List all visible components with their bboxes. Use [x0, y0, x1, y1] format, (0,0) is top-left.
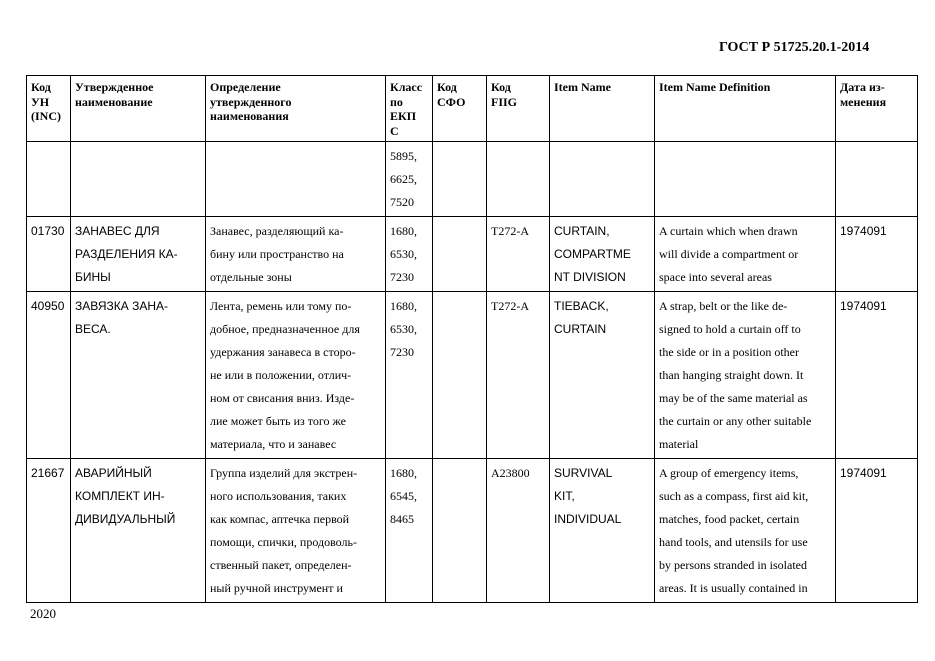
cell-text-line: материала, что и занавес — [210, 437, 337, 451]
column-header-sfo — [433, 76, 487, 142]
header-text-line: утвержденного — [210, 94, 292, 109]
cell-item-definition — [655, 217, 836, 292]
header-text-line: наименования — [210, 109, 289, 123]
cell-text-line: INDIVIDUAL — [554, 512, 622, 526]
table-header-row — [27, 76, 918, 142]
cell-text-line: A23800 — [491, 466, 530, 480]
cell-text-line: CURTAIN — [554, 322, 607, 336]
table-body — [27, 142, 918, 603]
cell-sfo — [433, 459, 487, 603]
cell-definition — [206, 292, 386, 459]
cell-class — [386, 217, 433, 292]
cell-code — [27, 292, 71, 459]
cell-text-line: 1680, — [390, 224, 417, 238]
cell-item-name — [550, 142, 655, 217]
cell-text-line: Группа изделий для экстрен- — [210, 466, 358, 480]
cell-fiig — [487, 292, 550, 459]
cell-text-line: ДИВИДУАЛЬНЫЙ — [75, 512, 176, 526]
cell-date — [836, 217, 918, 292]
cell-text-line: NT DIVISION — [554, 270, 626, 284]
cell-sfo — [433, 217, 487, 292]
cell-text-line: отдельные зоны — [210, 270, 292, 284]
cell-text-line: signed to hold a curtain off to — [659, 322, 801, 336]
cell-text-line: 1680, — [390, 299, 417, 313]
column-header-class — [386, 76, 433, 142]
header-text-line: FIIG — [491, 94, 518, 109]
cell-text-line: 1974091 — [840, 224, 887, 238]
column-header-name — [71, 76, 206, 142]
cell-text-line: 7230 — [390, 345, 414, 359]
header-text-line: Утвержденное — [75, 80, 154, 94]
header-text-line: Код — [491, 80, 511, 94]
cell-text-line: помощи, спички, продоволь- — [210, 535, 357, 549]
cell-text-line: TIEBACK, — [554, 299, 609, 313]
cell-text-line: ного использования, таких — [210, 489, 347, 503]
cell-item-definition — [655, 142, 836, 217]
cell-item-name — [550, 292, 655, 459]
cell-text-line: удержания занавеса в сторо- — [210, 345, 356, 359]
cell-text-line: 01730 — [31, 224, 65, 238]
header-text-line: по — [390, 94, 403, 109]
catalog-table — [26, 75, 918, 603]
cell-text-line: the side or in a position other — [659, 345, 799, 359]
header-text-line: Item Name Definition — [659, 80, 771, 94]
header-text-line: ЕКП — [390, 109, 417, 123]
cell-class — [386, 292, 433, 459]
cell-item-name — [550, 217, 655, 292]
table-row — [27, 217, 918, 292]
cell-text-line: A group of emergency items, — [659, 466, 799, 480]
cell-text-line: will divide a compartment or — [659, 247, 799, 261]
cell-text-line: 1974091 — [840, 466, 887, 480]
column-header-item-definition — [655, 76, 836, 142]
cell-text-line: добное, предназначенное для — [210, 322, 360, 336]
cell-text-line: бину или пространство на — [210, 247, 344, 261]
cell-class — [386, 142, 433, 217]
cell-text-line: the curtain or any other suitable — [659, 414, 812, 428]
column-header-code — [27, 76, 71, 142]
cell-text-line: Занавес, разделяющий ка- — [210, 224, 344, 238]
cell-item-definition — [655, 459, 836, 603]
header-text-line: Класс — [390, 80, 423, 94]
cell-fiig — [487, 459, 550, 603]
cell-text-line: areas. It is usually contained in — [659, 581, 808, 595]
cell-definition — [206, 142, 386, 217]
cell-name — [71, 142, 206, 217]
cell-text-line: ЗАВЯЗКА ЗАНА- — [75, 299, 169, 313]
header-text-line: Дата из- — [840, 80, 885, 94]
cell-text-line: не или в положении, отлич- — [210, 368, 352, 382]
column-header-fiig — [487, 76, 550, 142]
cell-text-line: SURVIVAL — [554, 466, 613, 480]
cell-text-line: 1680, — [390, 466, 417, 480]
cell-name — [71, 459, 206, 603]
cell-text-line: than hanging straight down. It — [659, 368, 804, 382]
cell-text-line: A curtain which when drawn — [659, 224, 798, 238]
cell-text-line: 40950 — [31, 299, 65, 313]
cell-text-line: T272-A — [491, 299, 529, 313]
cell-text-line: ЗАНАВЕС ДЛЯ — [75, 224, 160, 238]
header-text-line: Определение — [210, 80, 281, 94]
cell-fiig — [487, 142, 550, 217]
table-row — [27, 142, 918, 217]
cell-code — [27, 142, 71, 217]
header-text-line: УН — [31, 94, 50, 109]
cell-code — [27, 459, 71, 603]
cell-item-name — [550, 459, 655, 603]
cell-name — [71, 292, 206, 459]
header-text-line: СФО — [437, 94, 466, 109]
cell-text-line: 8465 — [390, 512, 414, 526]
cell-text-line: CURTAIN, — [554, 224, 610, 238]
cell-item-definition — [655, 292, 836, 459]
cell-definition — [206, 217, 386, 292]
cell-date — [836, 292, 918, 459]
cell-text-line: COMPARTME — [554, 247, 631, 261]
cell-code — [27, 217, 71, 292]
cell-text-line: РАЗДЕЛЕНИЯ КА- — [75, 247, 178, 261]
cell-text-line: 6530, — [390, 247, 417, 261]
header-text-line: С — [390, 123, 399, 138]
cell-text-line: hand tools, and utensils for use — [659, 535, 808, 549]
column-header-item-name — [550, 76, 655, 142]
header-text-line: Код — [31, 80, 51, 94]
cell-text-line: A strap, belt or the like de- — [659, 299, 788, 313]
cell-sfo — [433, 292, 487, 459]
cell-fiig — [487, 217, 550, 292]
cell-name — [71, 217, 206, 292]
standard-code: ГОСТ Р 51725.20.1-2014 — [719, 40, 870, 55]
cell-text-line: by persons stranded in isolated — [659, 558, 807, 572]
cell-text-line: T272-A — [491, 224, 529, 238]
cell-text-line: 6625, — [390, 172, 417, 186]
cell-sfo — [433, 142, 487, 217]
cell-text-line: ственный пакет, определен- — [210, 558, 352, 572]
cell-text-line: ВЕСА. — [75, 322, 111, 336]
cell-text-line: 6530, — [390, 322, 417, 336]
page-number: 2020 — [30, 606, 56, 621]
cell-text-line: space into several areas — [659, 270, 772, 284]
cell-text-line: 1974091 — [840, 299, 887, 313]
cell-text-line: 7520 — [390, 195, 414, 209]
column-header-date — [836, 76, 918, 142]
cell-text-line: ном от свисания вниз. Изде- — [210, 391, 355, 405]
cell-text-line: 21667 — [31, 466, 65, 480]
cell-definition — [206, 459, 386, 603]
cell-text-line: БИНЫ — [75, 270, 111, 284]
cell-class — [386, 459, 433, 603]
cell-text-line: КОМПЛЕКТ ИН- — [75, 489, 165, 503]
header-text-line: менения — [840, 94, 887, 109]
cell-text-line: 5895, — [390, 149, 417, 163]
cell-text-line: KIT, — [554, 489, 575, 503]
cell-text-line: как компас, аптечка первой — [210, 512, 350, 526]
cell-text-line: АВАРИЙНЫЙ — [75, 466, 152, 480]
header-text-line: Item Name — [554, 80, 611, 94]
cell-text-line: 7230 — [390, 270, 414, 284]
table-row — [27, 459, 918, 603]
cell-text-line: such as a compass, first aid kit, — [659, 489, 809, 503]
cell-text-line: material — [659, 437, 699, 451]
cell-text-line: Лента, ремень или тому по- — [210, 299, 352, 313]
cell-date — [836, 459, 918, 603]
header-text-line: (INC) — [31, 109, 61, 123]
cell-text-line: may be of the same material as — [659, 391, 808, 405]
cell-text-line: ный ручной инструмент и — [210, 581, 343, 595]
cell-text-line: 6545, — [390, 489, 417, 503]
column-header-definition — [206, 76, 386, 142]
cell-text-line: matches, food packet, certain — [659, 512, 800, 526]
table-row — [27, 292, 918, 459]
cell-text-line: лие может быть из того же — [210, 414, 346, 428]
cell-date — [836, 142, 918, 217]
header-text-line: наименование — [75, 94, 153, 109]
header-text-line: Код — [437, 80, 457, 94]
